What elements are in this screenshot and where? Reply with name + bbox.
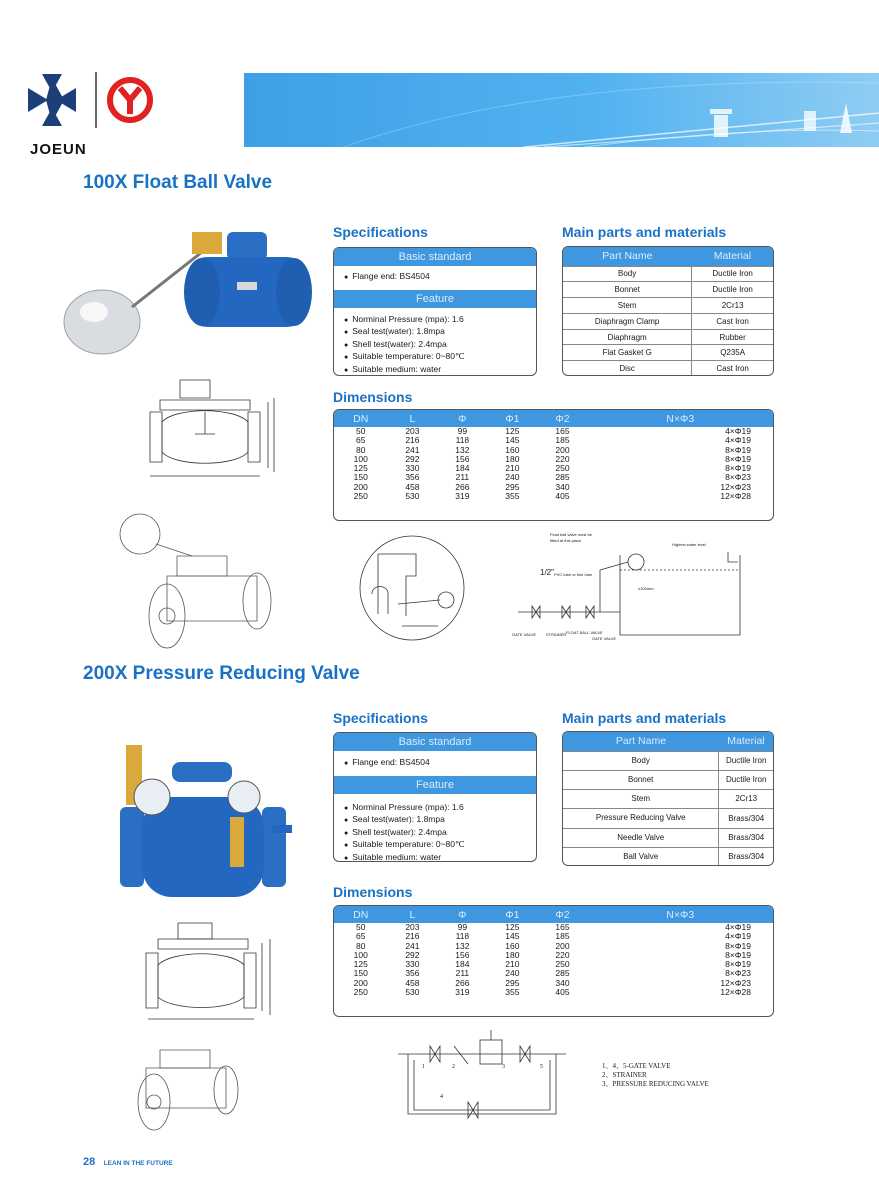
- table-cell: 145: [505, 435, 520, 446]
- materials-heading: Main parts and materials: [562, 224, 727, 240]
- material: Brass/304: [719, 847, 773, 866]
- materials-table-2: [562, 731, 774, 866]
- table-cell: 405: [555, 987, 570, 998]
- table-row: [563, 282, 773, 298]
- part-name: Diaphragm: [563, 329, 692, 345]
- pressure-valve-photo: [112, 717, 292, 905]
- table-cell: 100: [353, 453, 368, 464]
- table-cell: 184: [455, 463, 470, 474]
- table-cell: 184: [455, 959, 470, 970]
- table-row: [563, 329, 773, 345]
- basic-standard-label: Basic standard: [334, 733, 536, 751]
- table-cell: 12×Φ28: [720, 491, 751, 502]
- float-ball-valve-label: FLOAT BALL VALVE: [566, 630, 603, 635]
- table-cell: 319: [455, 491, 470, 502]
- pressure-install-schematic: [392, 1024, 572, 1122]
- material: Ductile Iron: [719, 770, 773, 789]
- table-cell: 216: [405, 931, 420, 942]
- table-cell: 4×Φ19: [725, 426, 751, 436]
- legend-item: 2、STRAINER: [602, 1071, 647, 1079]
- table-cell: 330: [405, 463, 420, 474]
- table-cell: 200: [555, 940, 570, 951]
- table-row: [334, 473, 773, 482]
- table-cell: 8×Φ19: [725, 463, 751, 474]
- table-row: [563, 345, 773, 361]
- highest-water-label: Highest water level: [672, 542, 706, 547]
- table-cell: 50: [355, 426, 366, 436]
- float-valve-photo: [52, 212, 317, 360]
- banner-valves-graphic: [244, 73, 879, 147]
- gate-valve-label-2: GATE VALVE: [592, 636, 617, 641]
- table-cell: 292: [405, 949, 420, 960]
- table-cell: 160: [505, 444, 520, 455]
- col-nxphi3: N×Φ3: [588, 906, 773, 923]
- table-cell: 250: [555, 463, 570, 474]
- table-cell: 266: [455, 481, 470, 492]
- table-row: [563, 313, 773, 329]
- table-cell: 132: [455, 940, 470, 951]
- table-cell: 285: [555, 472, 570, 483]
- table-row: [334, 436, 773, 445]
- section-title-pressure-reducing-valve: 200X Pressure Reducing Valve: [83, 663, 360, 684]
- table-cell: 330: [405, 959, 420, 970]
- table-cell: 8×Φ23: [725, 968, 751, 979]
- table-cell: 165: [555, 922, 570, 932]
- part-name: Stem: [563, 789, 719, 808]
- table-cell: 250: [555, 959, 570, 970]
- table-cell: 8×Φ19: [725, 940, 751, 951]
- table-cell: 220: [555, 453, 570, 464]
- strainer-label: STRAINER: [546, 632, 567, 637]
- table-cell: 241: [405, 940, 420, 951]
- table-cell: 8×Φ19: [725, 444, 751, 455]
- table-cell: 150: [353, 968, 368, 979]
- table-cell: 185: [555, 435, 570, 446]
- float-note-1: Float ball valve must be: [550, 532, 593, 537]
- section-title-float-ball-valve: 100X Float Ball Valve: [83, 172, 273, 193]
- material: Brass/304: [719, 828, 773, 847]
- table-cell: 150: [353, 472, 368, 483]
- table-cell: 165: [555, 426, 570, 436]
- col-phi1: Φ1: [487, 410, 537, 427]
- part-name: Flat Gasket G: [563, 345, 692, 361]
- feature-item: ● Seal test(water): 1.8mpa: [334, 326, 536, 339]
- col-part-name: Part Name: [563, 732, 719, 751]
- col-material: Material: [719, 732, 773, 751]
- table-row: [334, 464, 773, 473]
- table-row: [334, 969, 773, 978]
- table-row: [563, 808, 773, 828]
- feature-item: ● Norminal Pressure (mpa): 1.6: [334, 802, 536, 815]
- brand-name: JOEUN: [30, 141, 87, 158]
- dimensions-table-2: [333, 905, 774, 1017]
- table-row: [563, 770, 773, 789]
- table-cell: 156: [455, 453, 470, 464]
- logo-mark-icon: [26, 70, 166, 130]
- feature-item: ● Suitable medium: water: [334, 364, 536, 377]
- material: Brass/304: [719, 808, 773, 828]
- page-number: 28: [83, 1156, 96, 1168]
- table-cell: 355: [505, 987, 520, 998]
- table-cell: 295: [505, 977, 520, 988]
- col-phi2: Φ2: [537, 410, 587, 427]
- pipe-size-label: 1/2": [540, 568, 554, 577]
- table-cell: 240: [505, 968, 520, 979]
- table-cell: 80: [355, 940, 366, 951]
- table-cell: 12×Φ28: [720, 987, 751, 998]
- table-row: [334, 923, 773, 932]
- col-phi1: Φ1: [487, 906, 537, 923]
- callout-4: 4: [440, 1094, 443, 1100]
- col-dn: DN: [334, 906, 387, 923]
- pressure-valve-3d-drawing: [130, 1030, 240, 1135]
- table-cell: 8×Φ23: [725, 472, 751, 483]
- material: Ductile Iron: [692, 282, 773, 298]
- feature-item: ● Norminal Pressure (mpa): 1.6: [334, 314, 536, 327]
- table-row: [563, 751, 773, 770]
- table-cell: 405: [555, 491, 570, 502]
- table-cell: 355: [505, 491, 520, 502]
- col-phi: Φ: [437, 906, 487, 923]
- table-cell: 240: [505, 472, 520, 483]
- header-banner: [244, 73, 879, 147]
- table-cell: 100: [353, 949, 368, 960]
- table-cell: 132: [455, 444, 470, 455]
- table-cell: 266: [455, 977, 470, 988]
- table-cell: 530: [405, 491, 420, 502]
- table-cell: 125: [505, 426, 520, 436]
- legend-item: 1、4、5-GATE VALVE: [602, 1062, 671, 1070]
- dimensions-heading: Dimensions: [333, 389, 413, 405]
- col-phi2: Φ2: [537, 906, 587, 923]
- table-row: [563, 789, 773, 808]
- footer: [83, 1152, 173, 1170]
- table-cell: 80: [355, 444, 366, 455]
- material: 2Cr13: [692, 298, 773, 314]
- table-cell: 250: [353, 987, 368, 998]
- basic-standard-value: ● Flange end: BS4504: [334, 751, 536, 776]
- material: Ductile Iron: [692, 266, 773, 282]
- table-cell: 458: [405, 977, 420, 988]
- table-row: [563, 266, 773, 282]
- callout-5: 5: [540, 1064, 543, 1070]
- table-cell: 210: [505, 959, 520, 970]
- table-cell: 216: [405, 435, 420, 446]
- table-cell: 8×Φ19: [725, 453, 751, 464]
- callout-2: 2: [452, 1064, 455, 1070]
- table-cell: 118: [455, 435, 470, 446]
- table-cell: 340: [555, 977, 570, 988]
- part-name: Bonnet: [563, 282, 692, 298]
- table-cell: 292: [405, 453, 420, 464]
- table-cell: 200: [353, 481, 368, 492]
- table-row: [334, 988, 773, 997]
- table-cell: 4×Φ19: [725, 435, 751, 446]
- table-cell: 65: [355, 931, 366, 942]
- table-cell: 180: [505, 453, 520, 464]
- float-valve-drawing: [140, 372, 280, 482]
- table-cell: 12×Φ23: [720, 481, 751, 492]
- col-dn: DN: [334, 410, 387, 427]
- logo: [26, 70, 166, 158]
- table-cell: 99: [457, 426, 468, 436]
- table-row: [563, 828, 773, 847]
- col-nxphi3: N×Φ3: [588, 410, 773, 427]
- table-cell: 203: [405, 426, 420, 436]
- table-cell: 356: [405, 472, 420, 483]
- col-material: Material: [692, 247, 773, 266]
- material: Cast Iron: [692, 361, 773, 376]
- dims-body-1: [334, 427, 773, 501]
- materials-heading-2: Main parts and materials: [562, 710, 727, 726]
- table-row: [563, 298, 773, 314]
- col-l: L: [387, 410, 437, 427]
- table-row: [334, 427, 773, 436]
- table-cell: 118: [455, 931, 470, 942]
- feature-item: ● Seal test(water): 1.8mpa: [334, 814, 536, 827]
- float-valve-3d-drawing: [112, 506, 272, 656]
- table-row: [334, 483, 773, 492]
- table-cell: 220: [555, 949, 570, 960]
- table-cell: 99: [457, 922, 468, 932]
- col-l: L: [387, 906, 437, 923]
- table-cell: 340: [555, 481, 570, 492]
- feature-item: ● Shell test(water): 2.4mpa: [334, 339, 536, 352]
- table-row: [334, 979, 773, 988]
- part-name: Body: [563, 751, 719, 770]
- specifications-panel: [333, 247, 537, 376]
- material: Cast Iron: [692, 313, 773, 329]
- table-row: [563, 361, 773, 376]
- table-row: [334, 492, 773, 501]
- table-row: [334, 960, 773, 969]
- specifications-panel-2: [333, 732, 537, 862]
- pvc-tube-label: PVC tube or fine tube: [554, 572, 593, 577]
- table-cell: 8×Φ19: [725, 959, 751, 970]
- part-name: Bonnet: [563, 770, 719, 789]
- dimensions-heading-2: Dimensions: [333, 884, 413, 900]
- footer-slogan: LEAN IN THE FUTURE: [103, 1160, 173, 1167]
- table-cell: 295: [505, 481, 520, 492]
- table-cell: 211: [455, 968, 470, 979]
- table-cell: 125: [353, 959, 368, 970]
- table-cell: 180: [505, 949, 520, 960]
- legend-item: 3、PRESSURE REDUCING VALVE: [602, 1080, 709, 1088]
- specifications-heading: Specifications: [333, 224, 428, 240]
- pressure-valve-drawing: [138, 915, 278, 1025]
- material: Rubber: [692, 329, 773, 345]
- callout-3: 3: [502, 1064, 505, 1070]
- col-phi: Φ: [437, 410, 487, 427]
- part-name: Needle Valve: [563, 828, 719, 847]
- table-cell: 250: [353, 491, 368, 502]
- material: Ductile Iron: [719, 751, 773, 770]
- dimensions-table: [333, 409, 774, 521]
- part-name: Diaphragm Clamp: [563, 313, 692, 329]
- install-legend: [602, 1062, 709, 1089]
- table-cell: 4×Φ19: [725, 922, 751, 932]
- table-cell: 160: [505, 940, 520, 951]
- specifications-heading-2: Specifications: [333, 710, 428, 726]
- table-row: [334, 951, 773, 960]
- table-cell: 241: [405, 444, 420, 455]
- table-cell: 8×Φ19: [725, 949, 751, 960]
- table-cell: 200: [353, 977, 368, 988]
- table-cell: 185: [555, 931, 570, 942]
- table-cell: 200: [555, 444, 570, 455]
- table-row: [334, 446, 773, 455]
- table-cell: 203: [405, 922, 420, 932]
- material: 2Cr13: [719, 789, 773, 808]
- part-name: Stem: [563, 298, 692, 314]
- basic-standard-label: Basic standard: [334, 248, 536, 266]
- table-cell: 458: [405, 481, 420, 492]
- basic-standard-value: ● Flange end: BS4504: [334, 266, 536, 290]
- table-row: [334, 455, 773, 464]
- table-row: [563, 847, 773, 866]
- feature-item: ● Suitable medium: water: [334, 852, 536, 863]
- table-cell: 285: [555, 968, 570, 979]
- part-name: Ball Valve: [563, 847, 719, 866]
- table-cell: 319: [455, 987, 470, 998]
- col-part-name: Part Name: [563, 247, 692, 266]
- part-name: Pressure Reducing Valve: [563, 808, 719, 828]
- table-cell: 210: [505, 463, 520, 474]
- table-cell: 65: [355, 435, 366, 446]
- distance-label: ≥100mm: [638, 586, 654, 591]
- float-install-detail-circle: [358, 534, 466, 642]
- table-cell: 125: [505, 922, 520, 932]
- material: Q235A: [692, 345, 773, 361]
- table-cell: 125: [353, 463, 368, 474]
- feature-item: ● Suitable temperature: 0~80℃: [334, 839, 536, 852]
- table-cell: 211: [455, 472, 470, 483]
- table-cell: 4×Φ19: [725, 931, 751, 942]
- callout-1: 1: [422, 1064, 425, 1070]
- feature-item: ● Shell test(water): 2.4mpa: [334, 827, 536, 840]
- table-cell: 530: [405, 987, 420, 998]
- gate-valve-label: GATE VALVE: [512, 632, 537, 637]
- float-install-schematic: [510, 530, 760, 645]
- feature-label: Feature: [334, 290, 536, 308]
- table-row: [334, 932, 773, 941]
- materials-table: [562, 246, 774, 376]
- feature-item: ● Suitable temperature: 0~80℃: [334, 351, 536, 364]
- table-cell: 12×Φ23: [720, 977, 751, 988]
- part-name: Disc: [563, 361, 692, 376]
- table-cell: 50: [355, 922, 366, 932]
- table-cell: 156: [455, 949, 470, 960]
- table-cell: 145: [505, 931, 520, 942]
- part-name: Body: [563, 266, 692, 282]
- table-cell: 356: [405, 968, 420, 979]
- feature-label: Feature: [334, 776, 536, 794]
- float-note-2: fitted at this place: [550, 538, 582, 543]
- dims-body-2: [334, 923, 773, 997]
- table-row: [334, 942, 773, 951]
